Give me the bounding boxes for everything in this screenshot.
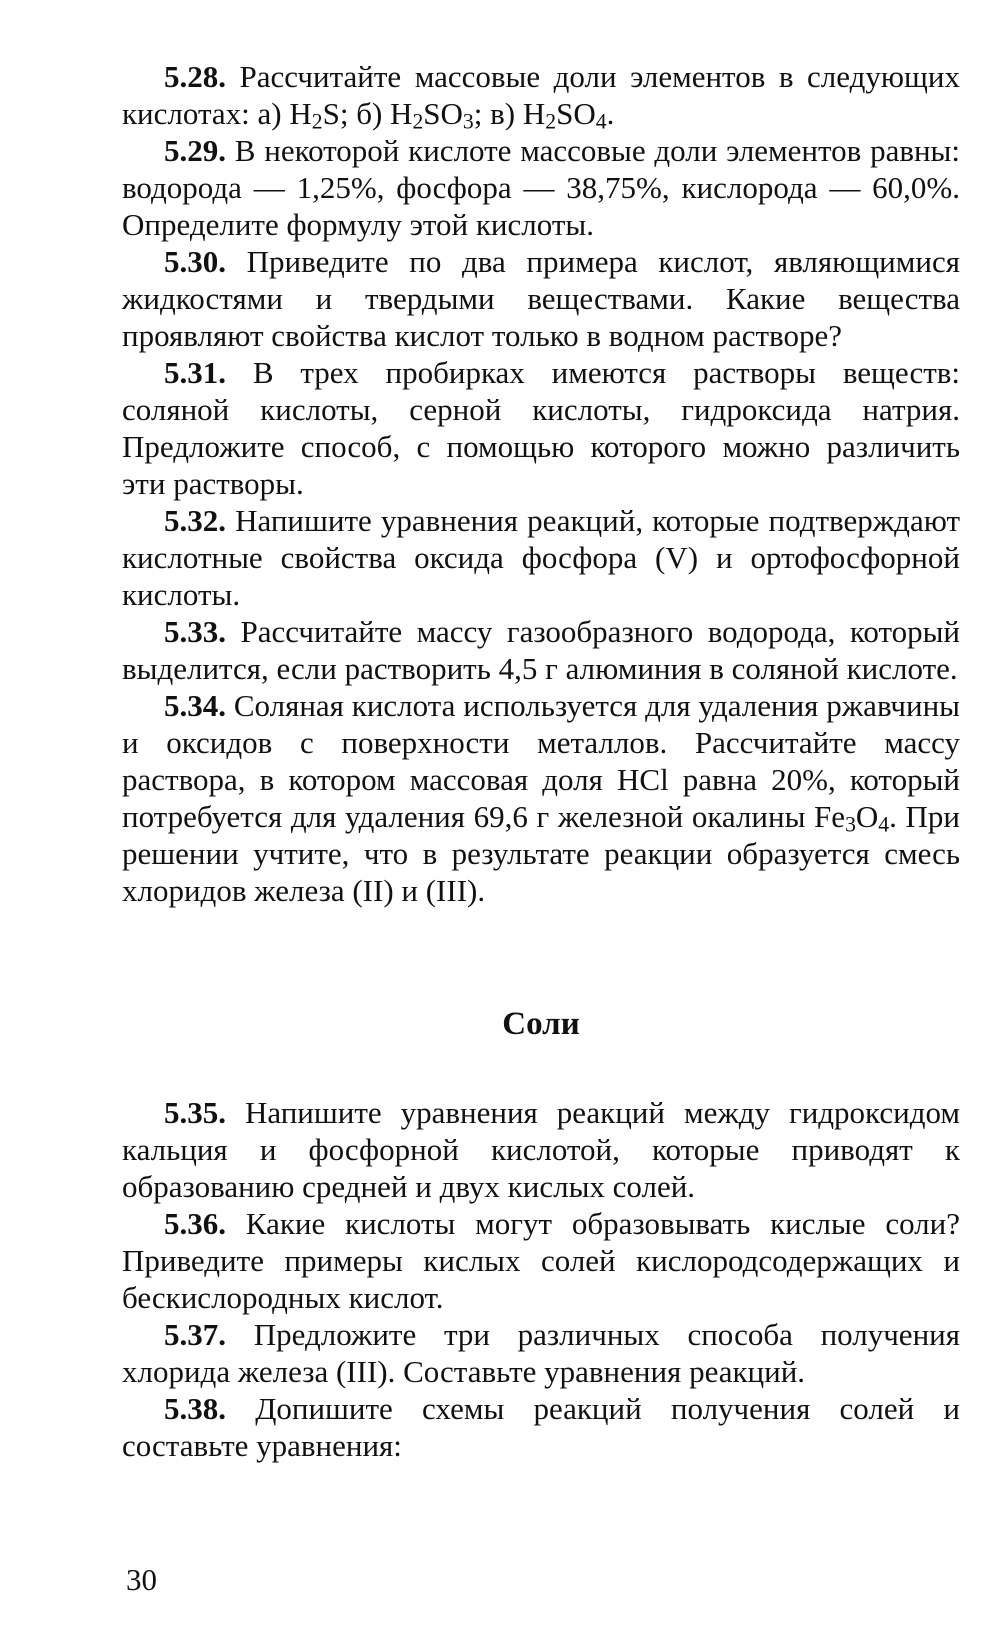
problem-number: 5.28. [164, 59, 226, 94]
problem-text: В некоторой кислоте массовые доли элементов равны: водорода — 1,25%, фосфора — 38,75%, кислорода — 60,0%. Определите формулу этой кислоты. [122, 133, 961, 242]
problem-text: Рассчитайте массу газообразного водорода, который выделится, если растворить 4,5 г алюминия в соляной кислоте. [122, 614, 960, 686]
problem-text: В трех пробирках имеются растворы веществ: соляной кислоты, серной кислоты, гидроксида натрия. Предложите способ, с помощью которого можно различить эти растворы. [122, 355, 961, 501]
problem-5-30 [122, 243, 960, 354]
problem-5-32 [122, 502, 960, 613]
problem-text: Предложите три различных способа получения хлорида железа (III). Составьте уравнения реакций. [122, 1317, 961, 1389]
section-heading-salts: Соли [502, 1006, 580, 1042]
problem-5-38 [122, 1390, 960, 1464]
problem-number: 5.37. [164, 1317, 226, 1352]
problems-section-acids [122, 58, 960, 909]
problem-5-28 [122, 58, 960, 132]
problem-text: Соляная кислота используется для удаления ржавчины и оксидов с поверхности металлов. Рассчитайте массу раствора, в котором массовая доля HCl равна 20%, который потребуется для удаления 69,6 г железной окалины $Fe_3O_4$. При решении учтите, что в результате реакции образуется смесь хлоридов железа (II) и (III). [122, 688, 960, 908]
problem-5-33 [122, 613, 960, 687]
problem-number: 5.34. [164, 688, 226, 723]
problem-text: Приведите по два примера кислот, являющимися жидкостями и твердыми веществами. Какие вещества проявляют свойства кислот только в водном растворе? [122, 244, 961, 353]
problem-number: 5.36. [164, 1206, 226, 1241]
problems-section-salts [122, 1094, 960, 1464]
problem-5-31 [122, 354, 960, 502]
problem-5-34 [122, 687, 960, 909]
problem-number: 5.38. [164, 1391, 226, 1426]
problem-5-36 [122, 1205, 960, 1316]
problem-5-29 [122, 132, 960, 243]
problem-5-37 [122, 1316, 960, 1390]
problem-text: Какие кислоты могут образовывать кислые соли? Приведите примеры кислых солей кислородсодержащих и бескислородных кислот. [122, 1206, 961, 1315]
problem-text: Напишите уравнения реакций между гидроксидом кальция и фосфорной кислотой, которые приводят к образованию средней и двух кислых солей. [122, 1095, 960, 1204]
problem-number: 5.35. [164, 1095, 226, 1130]
problem-5-35 [122, 1094, 960, 1205]
problem-text: Рассчитайте массовые доли элементов в следующих кислотах: а) $H_2S$; б) $H_2SO_3$; в) $H_2SO_4$. [122, 59, 960, 134]
problem-text: Напишите уравнения реакций, которые подтверждают кислотные свойства оксида фосфора (V) и ортофосфорной кислоты. [122, 503, 960, 612]
problem-number: 5.32. [164, 503, 226, 538]
problem-number: 5.29. [164, 133, 226, 168]
problem-number: 5.31. [164, 355, 226, 390]
problem-number: 5.33. [164, 614, 226, 649]
problem-text: Допишите схемы реакций получения солей и составьте уравнения: [122, 1391, 960, 1463]
page-number: 30 [126, 1562, 157, 1597]
problem-number: 5.30. [164, 244, 226, 279]
